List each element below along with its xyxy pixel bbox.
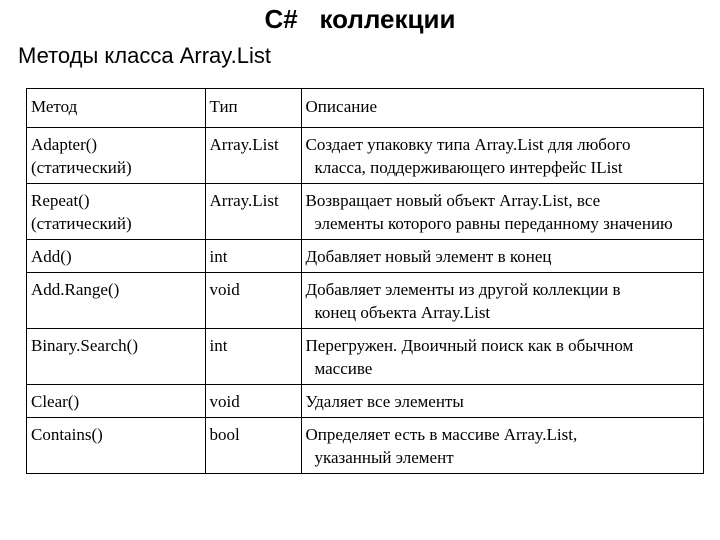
method-name: Repeat() [31,191,90,210]
description-line: Перегружен. Двоичный поиск как в обычном [305,336,634,355]
type-cell: bool [205,418,301,474]
description-line: массиве [314,359,373,378]
type-cell: Array.List [205,128,301,184]
method-name: Clear() [31,392,80,411]
header-method: Метод [27,89,205,128]
method-modifier: (статический) [31,214,132,233]
header-description: Описание [301,89,703,128]
description-line: Создает упаковку типа Array.List для любого [305,135,631,154]
method-cell [27,128,205,184]
description-line: Добавляет новый элемент в конец [305,247,552,266]
type-cell: void [205,385,301,418]
description-line: элементы которого равны переданному значению [314,214,673,233]
method-name: Adapter() [31,135,98,154]
description-cell [301,418,703,474]
table-row [27,128,703,184]
description-cell [301,128,703,184]
page-subtitle: Методы класса Array.List [18,43,271,68]
description-cell [301,273,703,329]
table-row [27,273,703,329]
table-row [27,240,703,273]
method-name: Add() [31,247,72,266]
method-modifier: (статический) [31,158,132,177]
page-title: C# коллекции [264,4,456,34]
description-line: указанный элемент [314,448,454,467]
header-type: Тип [205,89,301,128]
type-cell: void [205,273,301,329]
description-cell [301,184,703,240]
method-name: Binary.Search() [31,336,138,355]
table-row [27,184,703,240]
description-line: конец объекта Array.List [314,303,491,322]
method-name: Add.Range() [31,280,120,299]
type-cell: int [205,240,301,273]
methods-table-frame [26,88,704,474]
table-header-row [27,89,703,128]
type-cell: int [205,329,301,385]
description-line: Возвращает новый объект Array.List, все [305,191,601,210]
description-line: Определяет есть в массиве Array.List, [305,425,578,444]
table-row [27,329,703,385]
table-row [27,385,703,418]
description-cell [301,329,703,385]
method-cell [27,329,205,385]
description-line: Добавляет элементы из другой коллекции в [305,280,621,299]
description-line: Удаляет все элементы [305,392,464,411]
description-line: класса, поддерживающего интерфейс IList [314,158,623,177]
method-cell [27,385,205,418]
type-cell: Array.List [205,184,301,240]
method-cell [27,418,205,474]
methods-table [27,89,703,473]
description-cell [301,240,703,273]
method-cell [27,184,205,240]
method-name: Contains() [31,425,103,444]
description-cell [301,385,703,418]
table-row [27,418,703,474]
method-cell [27,273,205,329]
method-cell [27,240,205,273]
